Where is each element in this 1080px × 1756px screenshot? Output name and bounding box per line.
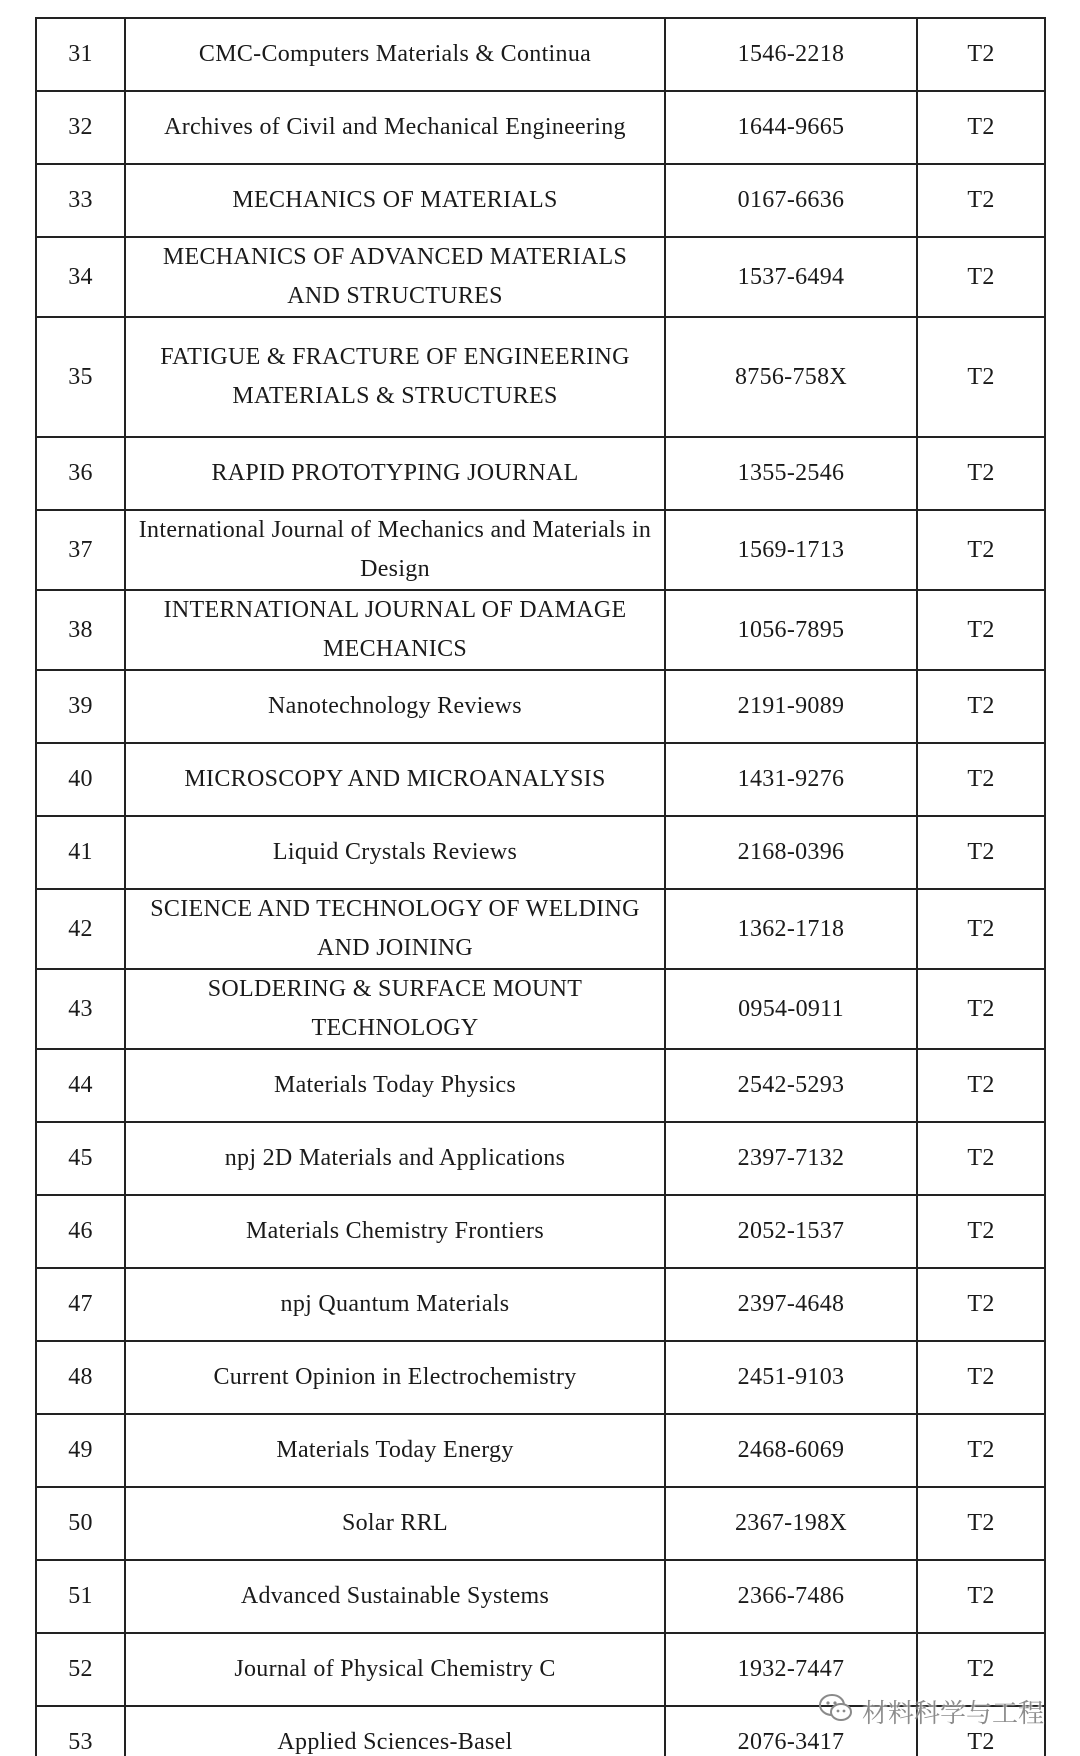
table-row (36, 1414, 1045, 1487)
table-row (36, 1195, 1045, 1268)
table-row (36, 164, 1045, 237)
issn: 2191-9089 (665, 670, 917, 743)
tier: T2 (917, 1341, 1045, 1414)
row-number: 37 (36, 510, 125, 590)
tier: T2 (917, 164, 1045, 237)
row-number: 40 (36, 743, 125, 816)
issn: 1546-2218 (665, 18, 917, 91)
tier: T2 (917, 889, 1045, 969)
row-number: 50 (36, 1487, 125, 1560)
table-row (36, 670, 1045, 743)
row-number: 41 (36, 816, 125, 889)
table-row (36, 510, 1045, 590)
tier: T2 (917, 317, 1045, 437)
issn: 1644-9665 (665, 91, 917, 164)
table-row (36, 1487, 1045, 1560)
table-row (36, 590, 1045, 670)
issn: 1056-7895 (665, 590, 917, 670)
issn: 2366-7486 (665, 1560, 917, 1633)
tier: T2 (917, 1706, 1045, 1756)
row-number: 35 (36, 317, 125, 437)
table-row (36, 91, 1045, 164)
tier: T2 (917, 437, 1045, 510)
tier: T2 (917, 816, 1045, 889)
tier: T2 (917, 743, 1045, 816)
issn: 2367-198X (665, 1487, 917, 1560)
table-row (36, 889, 1045, 969)
journal-title: Journal of Physical Chemistry C (125, 1633, 665, 1706)
journal-title: SOLDERING & SURFACE MOUNT TECHNOLOGY (125, 969, 665, 1049)
journal-title: CMC-Computers Materials & Continua (125, 18, 665, 91)
journal-title: Liquid Crystals Reviews (125, 816, 665, 889)
issn: 2451-9103 (665, 1341, 917, 1414)
issn: 2168-0396 (665, 816, 917, 889)
tier: T2 (917, 1122, 1045, 1195)
issn: 1537-6494 (665, 237, 917, 317)
tier: T2 (917, 1487, 1045, 1560)
row-number: 46 (36, 1195, 125, 1268)
table-row (36, 18, 1045, 91)
journal-table (35, 17, 1046, 1756)
issn: 1355-2546 (665, 437, 917, 510)
row-number: 39 (36, 670, 125, 743)
table-row (36, 743, 1045, 816)
issn: 0167-6636 (665, 164, 917, 237)
row-number: 53 (36, 1706, 125, 1756)
table-row (36, 317, 1045, 437)
tier: T2 (917, 237, 1045, 317)
journal-title: Archives of Civil and Mechanical Engineering (125, 91, 665, 164)
tier: T2 (917, 510, 1045, 590)
journal-title: INTERNATIONAL JOURNAL OF DAMAGE MECHANICS (125, 590, 665, 670)
table-row (36, 1560, 1045, 1633)
issn: 2397-4648 (665, 1268, 917, 1341)
journal-title: Materials Today Energy (125, 1414, 665, 1487)
watermark-text: 材料科学与工程 (861, 1699, 1044, 1729)
journal-title: Applied Sciences-Basel (125, 1706, 665, 1756)
issn: 1569-1713 (665, 510, 917, 590)
row-number: 43 (36, 969, 125, 1049)
issn: 1932-7447 (665, 1633, 917, 1706)
journal-title: MICROSCOPY AND MICROANALYSIS (125, 743, 665, 816)
row-number: 38 (36, 590, 125, 670)
issn: 8756-758X (665, 317, 917, 437)
issn: 1431-9276 (665, 743, 917, 816)
issn: 2397-7132 (665, 1122, 917, 1195)
journal-title: MECHANICS OF MATERIALS (125, 164, 665, 237)
tier: T2 (917, 670, 1045, 743)
journal-title: Nanotechnology Reviews (125, 670, 665, 743)
table-row (36, 1268, 1045, 1341)
tier: T2 (917, 91, 1045, 164)
row-number: 32 (36, 91, 125, 164)
journal-title: Materials Today Physics (125, 1049, 665, 1122)
row-number: 51 (36, 1560, 125, 1633)
journal-title: International Journal of Mechanics and Materials in Design (125, 510, 665, 590)
row-number: 33 (36, 164, 125, 237)
row-number: 36 (36, 437, 125, 510)
tier: T2 (917, 18, 1045, 91)
row-number: 44 (36, 1049, 125, 1122)
row-number: 47 (36, 1268, 125, 1341)
journal-title: MECHANICS OF ADVANCED MATERIALS AND STRUCTURES (125, 237, 665, 317)
row-number: 42 (36, 889, 125, 969)
journal-title: RAPID PROTOTYPING JOURNAL (125, 437, 665, 510)
journal-title: npj Quantum Materials (125, 1268, 665, 1341)
issn: 0954-0911 (665, 969, 917, 1049)
tier: T2 (917, 1195, 1045, 1268)
table-row (36, 969, 1045, 1049)
row-number: 49 (36, 1414, 125, 1487)
row-number: 34 (36, 237, 125, 317)
journal-title: Advanced Sustainable Systems (125, 1560, 665, 1633)
table-row (36, 1341, 1045, 1414)
journal-title: FATIGUE & FRACTURE OF ENGINEERING MATERIALS & STRUCTURES (125, 317, 665, 437)
journal-title: Materials Chemistry Frontiers (125, 1195, 665, 1268)
journal-title: SCIENCE AND TECHNOLOGY OF WELDING AND JOINING (125, 889, 665, 969)
row-number: 45 (36, 1122, 125, 1195)
table-row (36, 1122, 1045, 1195)
table-row (36, 816, 1045, 889)
table-row (36, 237, 1045, 317)
journal-title: Current Opinion in Electrochemistry (125, 1341, 665, 1414)
row-number: 31 (36, 18, 125, 91)
table-row (36, 1049, 1045, 1122)
tier: T2 (917, 969, 1045, 1049)
issn: 1362-1718 (665, 889, 917, 969)
watermark (818, 1693, 1044, 1730)
row-number: 52 (36, 1633, 125, 1706)
tier: T2 (917, 1049, 1045, 1122)
wechat-icon (818, 1693, 854, 1730)
issn: 2542-5293 (665, 1049, 917, 1122)
tier: T2 (917, 1268, 1045, 1341)
tier: T2 (917, 1560, 1045, 1633)
tier: T2 (917, 1414, 1045, 1487)
tier: T2 (917, 1633, 1045, 1706)
row-number: 48 (36, 1341, 125, 1414)
tier: T2 (917, 590, 1045, 670)
issn: 2052-1537 (665, 1195, 917, 1268)
journal-title: npj 2D Materials and Applications (125, 1122, 665, 1195)
table-row (36, 437, 1045, 510)
issn: 2076-3417 (665, 1706, 917, 1756)
journal-title: Solar RRL (125, 1487, 665, 1560)
issn: 2468-6069 (665, 1414, 917, 1487)
